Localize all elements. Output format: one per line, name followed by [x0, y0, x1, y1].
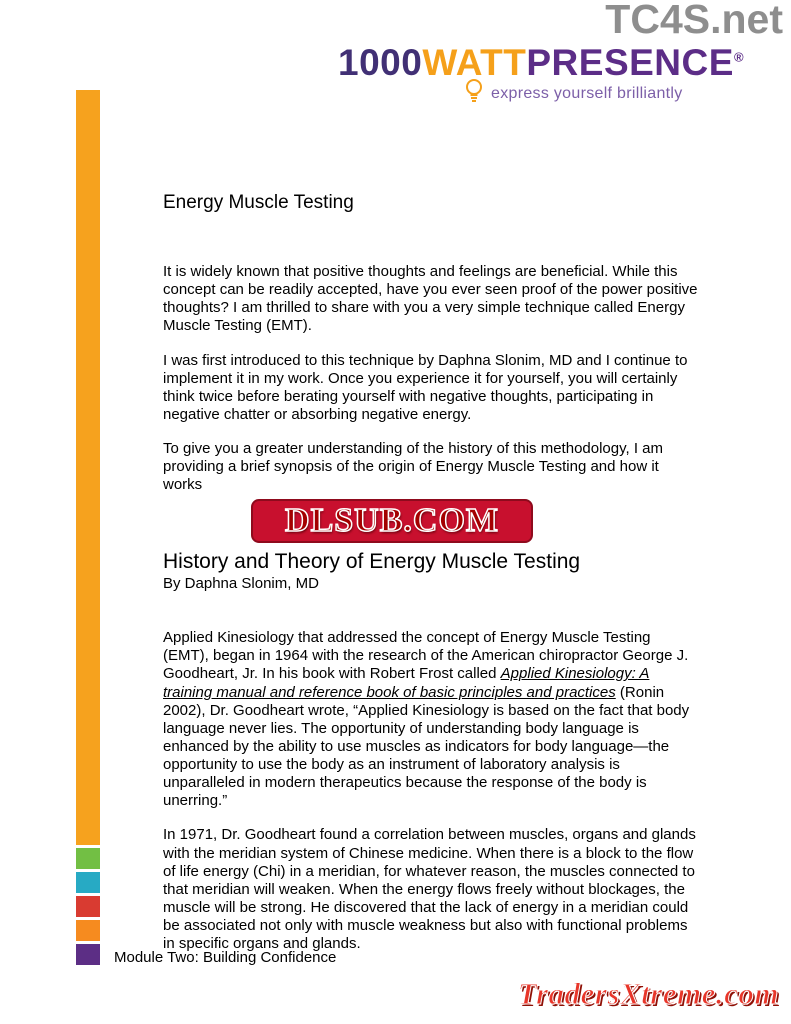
logo-part-presence: PRESENCE — [526, 42, 734, 83]
citation-text: Applied Kinesiology: A training manual and reference book of basic principles and practices — [163, 665, 650, 701]
registered-trademark-symbol: ® — [733, 49, 745, 65]
document-body — [163, 192, 699, 969]
section-heading: History and Theory of Energy Muscle Testing — [163, 549, 581, 573]
intro-paragraph-1: It is widely known that positive thoughts and feelings are beneficial. While this concept can be readily accepted, have you ever seen proof of the power positive thoughts? I am thrilled to share with you a very simple technique called Energy Muscle Testing (EMT). — [163, 262, 698, 335]
logo-wordmark — [338, 42, 744, 84]
accent-segment-purple — [76, 944, 100, 965]
accent-bar-orange — [76, 90, 100, 845]
tc4s-watermark: TC4S.net — [605, 0, 783, 42]
accent-bar — [76, 90, 100, 965]
module-footer: Module Two: Building Confidence — [114, 949, 337, 966]
history-paragraph-1 — [163, 629, 699, 810]
logo-part-watt: WATT — [422, 42, 527, 83]
history-paragraph-1-before-citation: Applied Kinesiology that addressed the concept of Energy Muscle Testing (EMT), began in 1964 with the research of the American chiropractor George J. Goodheart, Jr. In his book with Robert Frost called — [163, 629, 689, 683]
intro-paragraph-3: To give you a greater understanding of the history of this methodology, I am providing a brief synopsis of the origin of Energy Muscle Testing and how it works — [163, 440, 664, 494]
tradersxtreme-watermark: TradersXtreme.com — [517, 976, 779, 1011]
accent-segment-red — [76, 896, 100, 917]
logo-tagline: express yourself brilliantly — [491, 84, 683, 102]
history-paragraph-2: In 1971, Dr. Goodheart found a correlation between muscles, organs and glands with the meridian system of Chinese medicine. When there is a block to the flow of life energy (Chi) in a meridian, for whatever reason, the muscles connected to that meridian will weaken. When the energy flows freely without blockages, the muscle will be strong. He discovered that the lack of energy in a meridian could be associated not only with muscle weakness but also with functional problems in specific organs and glands. — [163, 826, 696, 953]
accent-segment-teal — [76, 872, 100, 893]
intro-paragraph-2: I was first introduced to this technique by Daphna Slonim, MD and I continue to implement it in my work. Once you experience it for yourself, you will certainly think twice before berating yourself with negative thoughts, participating in negative chatter or absorbing negative energy. — [163, 351, 688, 423]
byline: By Daphna Slonim, MD — [163, 574, 319, 592]
document-title: Energy Muscle Testing — [163, 192, 354, 213]
dlsub-watermark: DLSUB.COM — [251, 499, 533, 543]
lightbulb-icon — [464, 78, 484, 109]
accent-segment-green — [76, 848, 100, 869]
brand-logo — [338, 42, 744, 109]
logo-part-1000: 1000 — [338, 42, 423, 83]
history-paragraph-1-after-citation: (Ronin 2002), Dr. Goodheart wrote, “Applied Kinesiology is based on the fact that body language never lies. The opportunity of understanding body language is enhanced by the ability to use muscles as indicators for body language—the opportunity to use the body as an instrument of laboratory analysis is unparalleled in modern therapeutics because the response of the body is unerring.” — [163, 683, 690, 810]
accent-segment-orange — [76, 920, 100, 941]
